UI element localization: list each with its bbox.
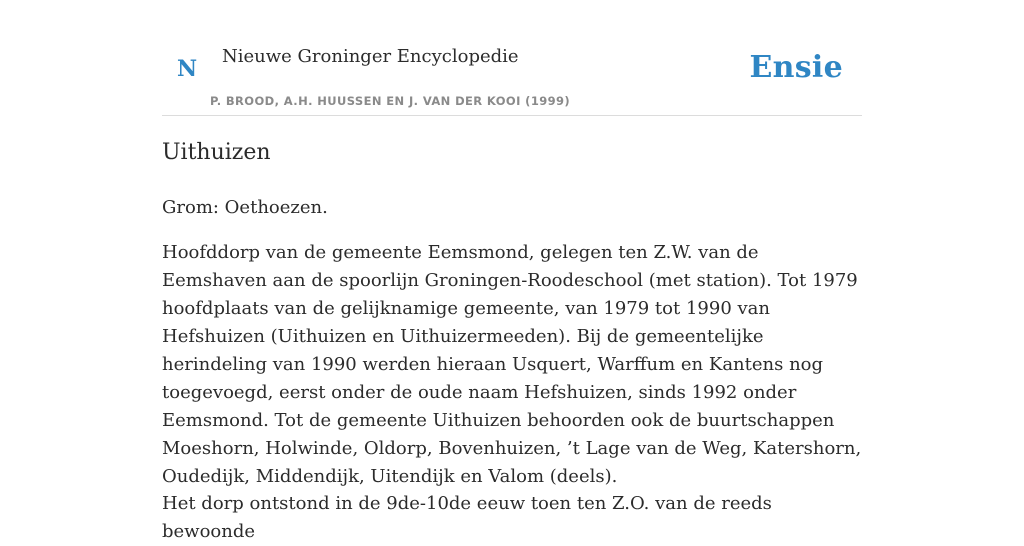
page-wrapper [162, 0, 862, 542]
logo-n-icon[interactable]: N [177, 56, 198, 82]
ensie-logo[interactable]: Ensie [749, 50, 843, 85]
article-paragraph: Het dorp ontstond in de 9de-10de eeuw toen ten Z.O. van de reeds bewoonde [162, 493, 772, 542]
article-alias: Grom: Oethoezen. [162, 197, 328, 218]
article-paragraph: Hoofddorp van de gemeente Eemsmond, gelegen ten Z.W. van de Eemshaven aan de spoorlijn Groningen-Roodeschool (met station). Tot 1979 hoofdplaats van de gelijknamige gemeente, van 1979 tot 1990 van Hefshuizen (Uithuizen en Uithuizermeeden). Bij de gemeentelijke herindeling van 1990 werden hieraan Usquert, Warffum en Kantens nog toegevoegd, eerst onder de oude naam Hefshuizen, sinds 1992 onder Eemsmond. Tot de gemeente Uithuizen behoorden ook de buurtschappen Moeshorn, Holwinde, Oldorp, Bovenhuizen, ’t Lage van de Weg, Katershorn, Oudedijk, Middendijk, Uitendijk en Valom (deels). [162, 242, 862, 487]
encyclopedia-authors: P. BROOD, A.H. HUUSSEN EN J. VAN DER KOOI (1999) [210, 94, 571, 108]
article-title: Uithuizen [162, 140, 271, 165]
encyclopedia-title[interactable]: Nieuwe Groninger Encyclopedie [222, 46, 519, 67]
site-header [162, 0, 862, 116]
